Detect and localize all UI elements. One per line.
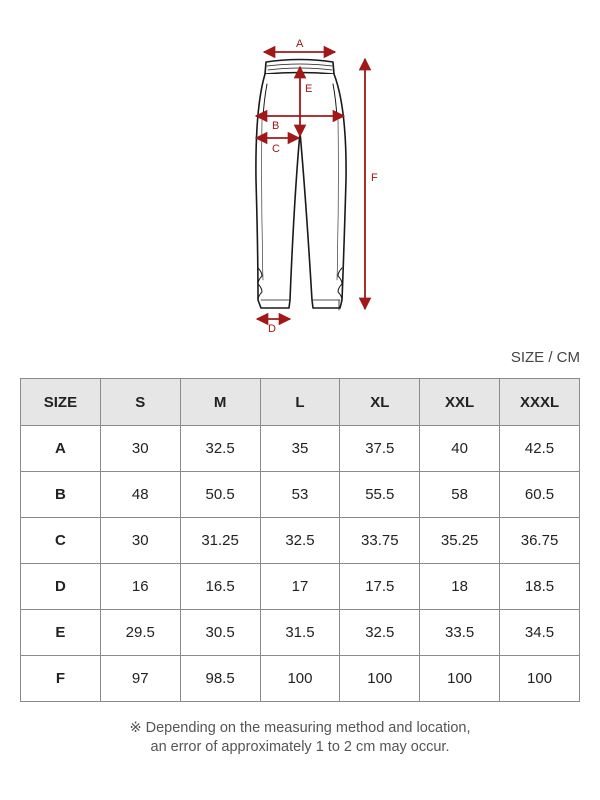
table-cell: 37.5 bbox=[340, 426, 420, 472]
table-cell: 100 bbox=[260, 656, 340, 702]
label-e: E bbox=[305, 83, 313, 95]
table-cell: 17.5 bbox=[340, 564, 420, 610]
table-cell: 30 bbox=[100, 518, 180, 564]
table-cell: 34.5 bbox=[500, 610, 580, 656]
table-cell: 50.5 bbox=[180, 472, 260, 518]
label-c: C bbox=[272, 143, 280, 155]
label-a: A bbox=[296, 38, 304, 50]
table-cell: 48 bbox=[100, 472, 180, 518]
table-cell: 98.5 bbox=[180, 656, 260, 702]
row-label: C bbox=[21, 518, 101, 564]
unit-label: SIZE / CM bbox=[510, 349, 580, 366]
table-cell: 40 bbox=[420, 426, 500, 472]
table-cell: 58 bbox=[420, 472, 500, 518]
header-m: M bbox=[180, 379, 260, 426]
label-d: D bbox=[268, 323, 276, 335]
header-xl: XL bbox=[340, 379, 420, 426]
table-cell: 35.25 bbox=[420, 518, 500, 564]
table-cell: 100 bbox=[340, 656, 420, 702]
table-cell: 100 bbox=[500, 656, 580, 702]
table-header-row bbox=[21, 379, 580, 426]
table-cell: 32.5 bbox=[260, 518, 340, 564]
row-label: F bbox=[21, 656, 101, 702]
label-b: B bbox=[272, 120, 280, 132]
table-row bbox=[21, 426, 580, 472]
row-label: B bbox=[21, 472, 101, 518]
row-label: A bbox=[21, 426, 101, 472]
table-row bbox=[21, 472, 580, 518]
table-cell: 32.5 bbox=[180, 426, 260, 472]
header-xxl: XXL bbox=[420, 379, 500, 426]
table-cell: 32.5 bbox=[340, 610, 420, 656]
row-label: D bbox=[21, 564, 101, 610]
table-cell: 31.5 bbox=[260, 610, 340, 656]
disclaimer-note-line1: ※ Depending on the measuring method and location, bbox=[129, 720, 471, 736]
table-cell: 35 bbox=[260, 426, 340, 472]
row-label: E bbox=[21, 610, 101, 656]
header-xxxl: XXXL bbox=[500, 379, 580, 426]
header-s: S bbox=[100, 379, 180, 426]
table-cell: 29.5 bbox=[100, 610, 180, 656]
label-f: F bbox=[371, 172, 378, 184]
table-cell: 18 bbox=[420, 564, 500, 610]
header-size: SIZE bbox=[21, 379, 101, 426]
disclaimer-note-line2: an error of approximately 1 to 2 cm may occur. bbox=[150, 739, 450, 755]
table-row bbox=[21, 518, 580, 564]
table-cell: 36.75 bbox=[500, 518, 580, 564]
table-cell: 18.5 bbox=[500, 564, 580, 610]
table-cell: 55.5 bbox=[340, 472, 420, 518]
table-row bbox=[21, 656, 580, 702]
table-cell: 33.75 bbox=[340, 518, 420, 564]
table-cell: 33.5 bbox=[420, 610, 500, 656]
table-cell: 42.5 bbox=[500, 426, 580, 472]
table-row bbox=[21, 564, 580, 610]
table-cell: 17 bbox=[260, 564, 340, 610]
table-cell: 30.5 bbox=[180, 610, 260, 656]
pants-measurement-diagram bbox=[0, 0, 600, 345]
table-cell: 16.5 bbox=[180, 564, 260, 610]
table-cell: 60.5 bbox=[500, 472, 580, 518]
table-cell: 100 bbox=[420, 656, 500, 702]
table-cell: 16 bbox=[100, 564, 180, 610]
table-cell: 97 bbox=[100, 656, 180, 702]
pants-illustration bbox=[256, 60, 346, 311]
table-cell: 30 bbox=[100, 426, 180, 472]
table-cell: 53 bbox=[260, 472, 340, 518]
table-cell: 31.25 bbox=[180, 518, 260, 564]
size-table bbox=[20, 378, 580, 702]
table-row bbox=[21, 610, 580, 656]
header-l: L bbox=[260, 379, 340, 426]
